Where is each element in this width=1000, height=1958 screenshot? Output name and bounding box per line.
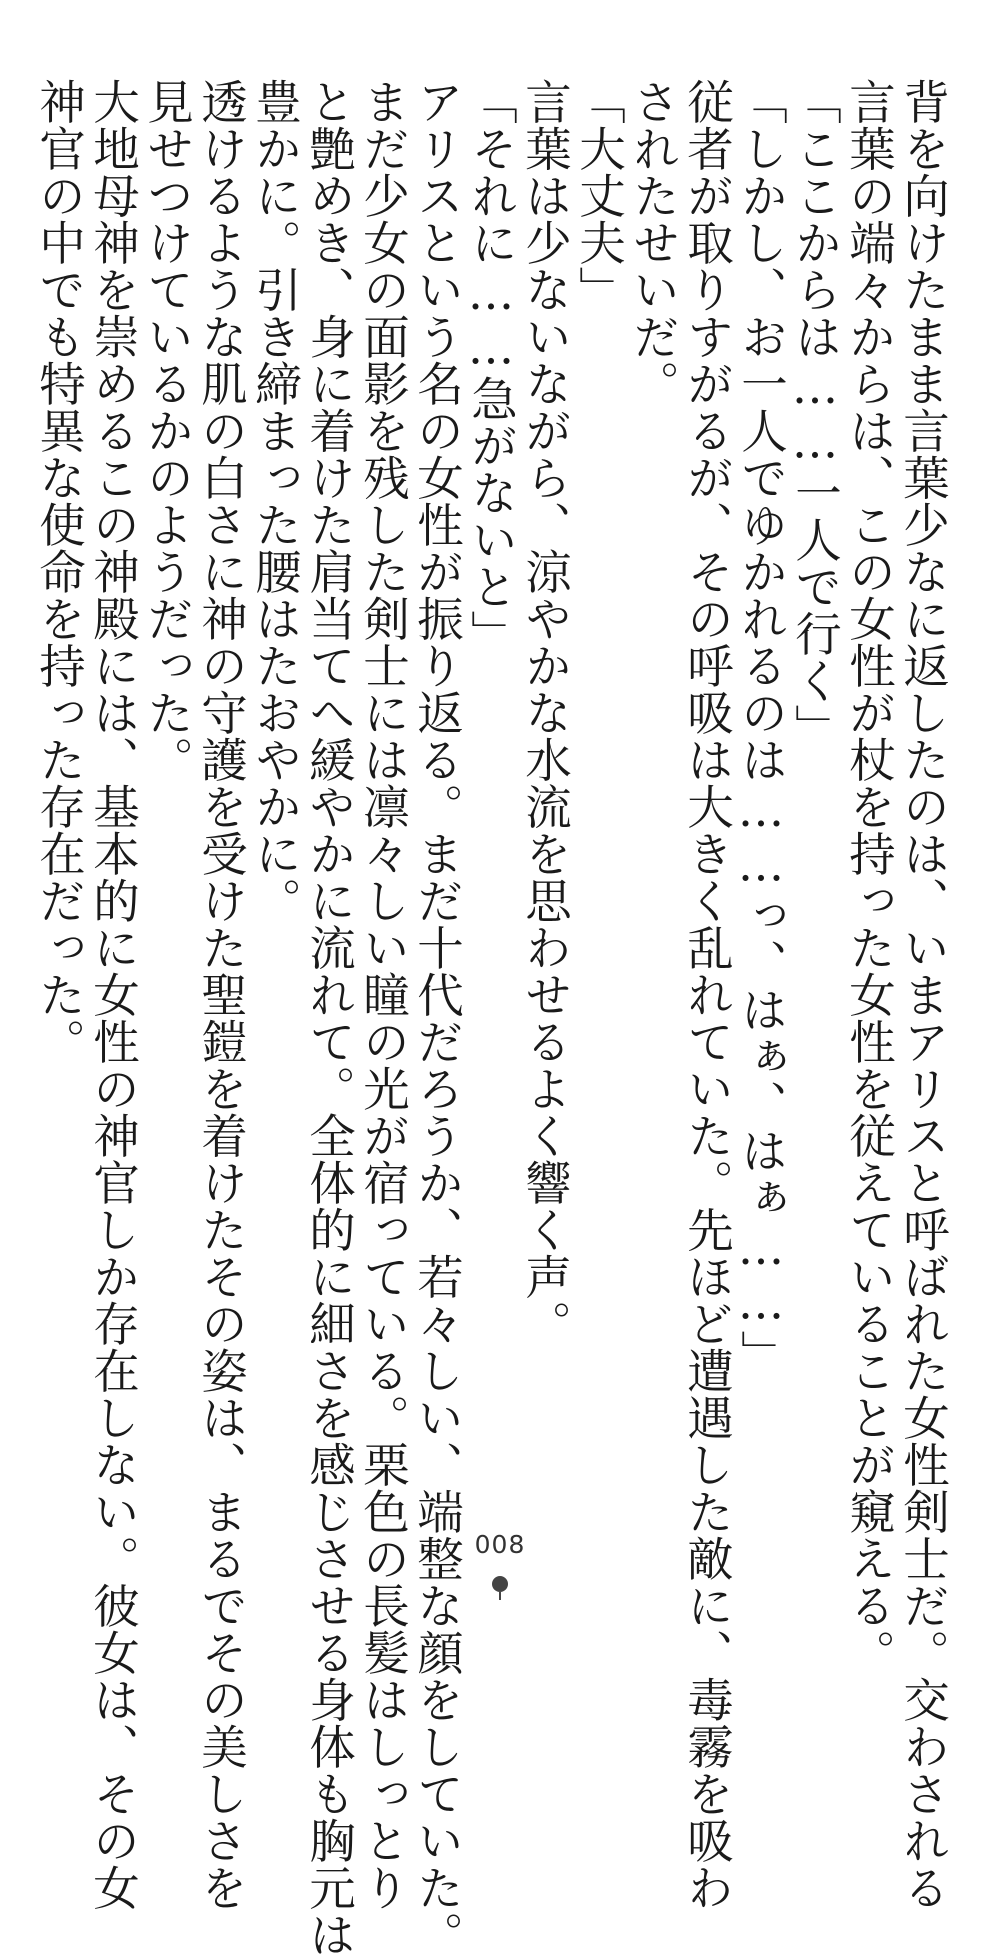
text-line: 言葉の端々からは、この女性が杖を持った女性を従えていることが窺える。 [842,78,896,1676]
text-line: 大地母神を崇めるこの神殿には、基本的に女性の神官しか存在しない。彼女は、その女 [86,78,140,1911]
text-line: まだ少女の面影を残した剣士には凛々しい瞳の光が宿っている。栗色の長髪はしっとり [356,78,410,1911]
page-marker-stem [499,1592,501,1600]
text-line: 神官の中でも特異な使命を持った存在だった。 [32,78,86,1065]
text-line: 言葉は少ないながら、涼やかな水流を思わせるよく響く声。 [518,78,572,1347]
text-line: 背を向けたまま言葉少なに返したのは、いまアリスと呼ばれた女性剣士だ。交わされる [896,78,950,1911]
text-line: 従者が取りすがるが、その呼吸は大きく乱れていた。先ほど遭遇した敵に、毒霧を吸わ [680,78,734,1911]
page-number: 008 [474,1530,526,1559]
text-line: アリスという名の女性が振り返る。まだ十代だろうか、若々しい、端整な顔をしていた。 [410,78,464,1958]
text-line: 「しかし、お一人でゆかれるのは……っ、はぁ、はぁ……」 [734,78,788,1377]
text-line: 「ここからは……一人で行く」 [788,78,842,751]
text-line: 「それに……急がないと」 [464,78,518,657]
text-line: されたせいだ。 [626,78,680,407]
text-line: 見せつけているかのようだった。 [140,78,194,783]
text-line: 「大丈夫」 [572,78,626,313]
text-line: と艶めき、身に着けた肩当てへ緩やかに流れて。全体的に細さを感じさせる身体も胸元は [302,78,356,1958]
text-line: 豊かに。引き締まった腰はたおやかに。 [248,78,302,924]
text-line: 透けるような肌の白さに神の守護を受けた聖鎧を着けたその姿は、まるでその美しさを [194,78,248,1911]
page-marker-dot-icon [492,1576,508,1592]
